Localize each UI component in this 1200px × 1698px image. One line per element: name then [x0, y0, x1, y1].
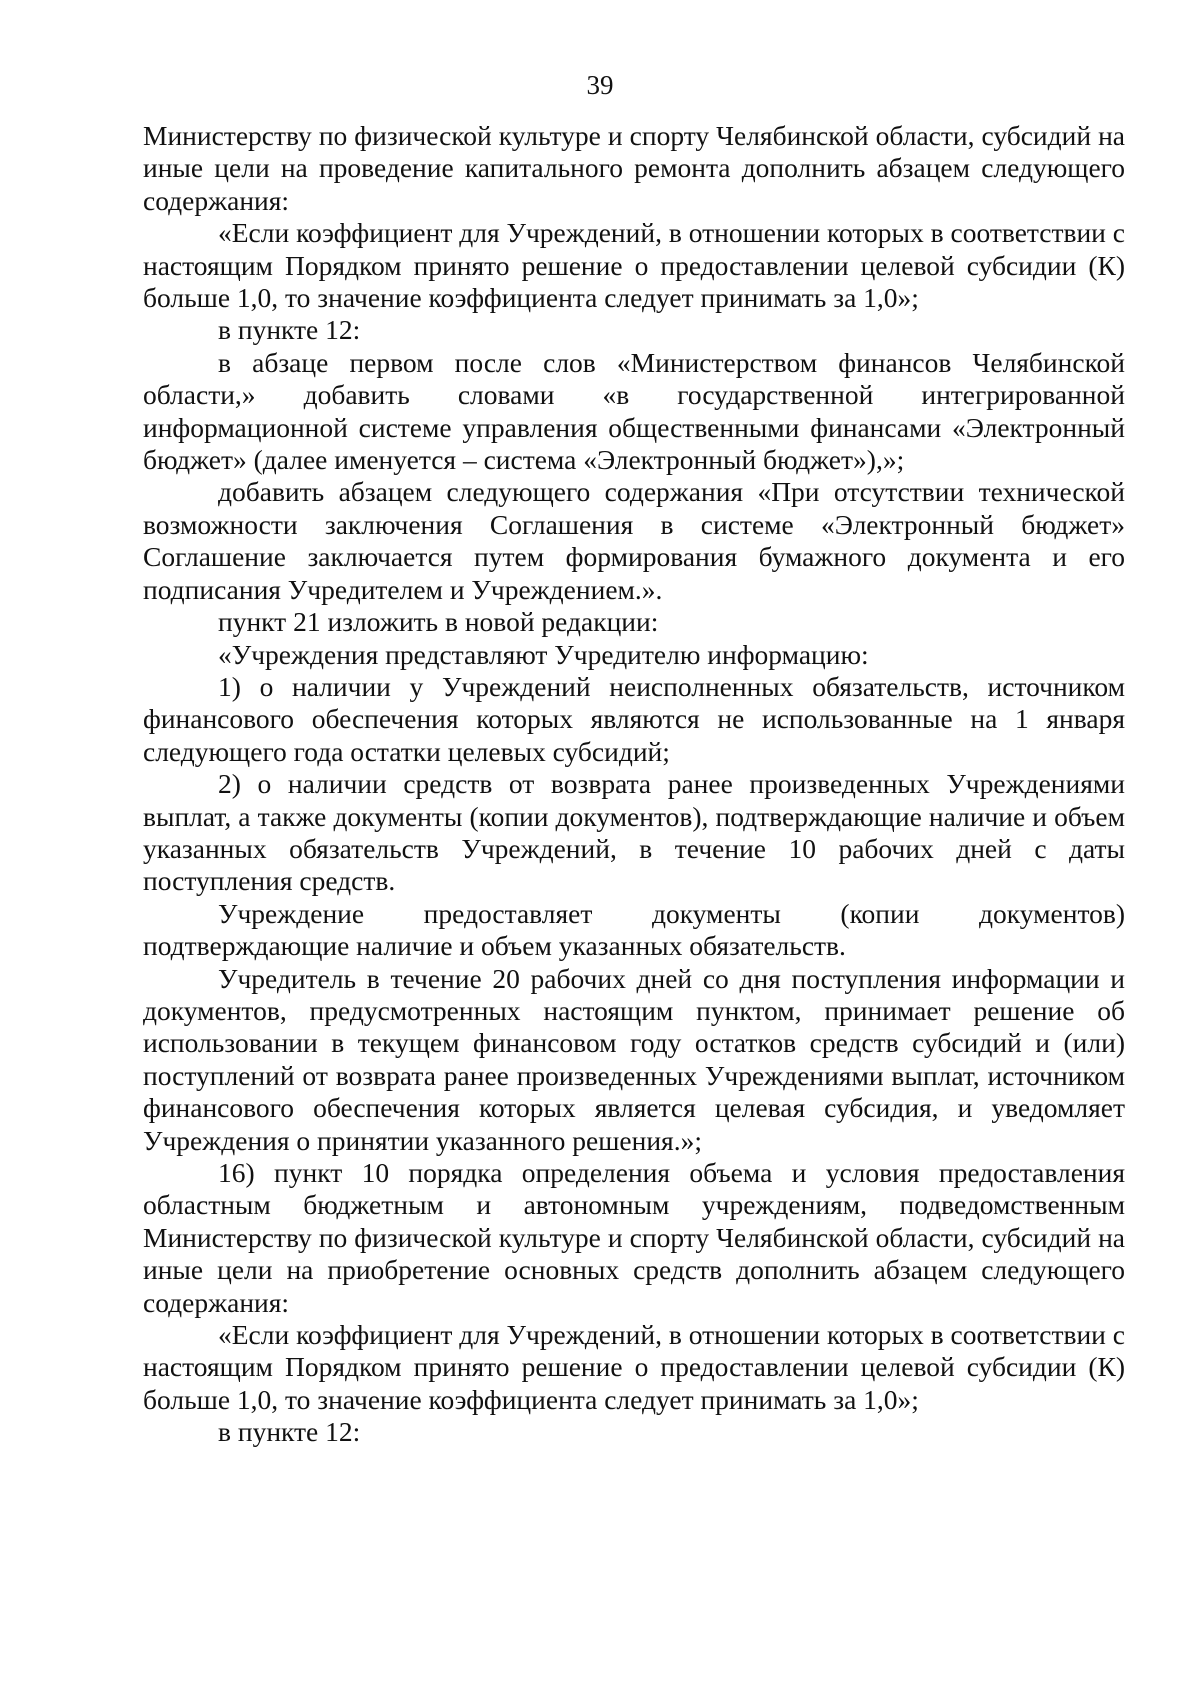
paragraph: добавить абзацем следующего содержания «При отсутствии технической возможности заключения Соглашения в системе «Электронный бюджет» Соглашение заключается путем формирования бумажного документа и его подписания Учредителем и Учреждением.». [143, 476, 1125, 605]
paragraph: в пункте 12: [218, 314, 361, 346]
page-number: 39 [586, 70, 614, 100]
paragraph: «Если коэффициент для Учреждений, в отношении которых в соответствии с настоящим Порядком принято решение о предоставлении целевой субсидии (К) больше 1,0, то значение коэффициента следует принимать за 1,0»; [143, 217, 1125, 314]
paragraph: пункт 21 изложить в новой редакции: [218, 606, 659, 638]
paragraph: в пункте 12: [218, 1416, 361, 1448]
document-body [143, 120, 1125, 1449]
paragraph: «Если коэффициент для Учреждений, в отношении которых в соответствии с настоящим Порядком принято решение о предоставлении целевой субсидии (К) больше 1,0, то значение коэффициента следует принимать за 1,0»; [143, 1319, 1125, 1415]
paragraph: 2) о наличии средств от возврата ранее произведенных Учреждениями выплат, а также документы (копии документов), подтверждающие наличие и объем указанных обязательств Учреждений, в течение 10 рабочих дней с даты поступления средств. [143, 768, 1125, 897]
paragraph: Учредитель в течение 20 рабочих дней со дня поступления информации и документов, предусмотренных настоящим пунктом, принимает решение об использовании в текущем финансовом году остатков средств субсидий и (или) поступлений от возврата ранее произведенных Учреждениями выплат, источником финансового обеспечения которых является целевая субсидия, и уведомляет Учреждения о принятии указанного решения.»; [143, 962, 1125, 1156]
paragraph: в абзаце первом после слов «Министерством финансов Челябинской области,» добавить словами «в государственной интегрированной информационной системе управления общественными финансами «Электронный бюджет» (далее именуется – система «Электронный бюджет»),»; [143, 346, 1125, 476]
paragraph: 16) пункт 10 порядка определения объема и условия предоставления областным бюджетным и автономным учреждениям, подведомственным Министерству по физической культуре и спорту Челябинской области, субсидий на иные цели на приобретение основных средств дополнить абзацем следующего содержания: [143, 1157, 1125, 1318]
paragraph: Министерству по физической культуре и спорту Челябинской области, субсидий на иные цели на проведение капитального ремонта дополнить абзацем следующего содержания: [143, 120, 1125, 216]
paragraph: «Учреждения представляют Учредителю информацию: [218, 638, 869, 670]
paragraph: Учреждение предоставляет документы (копии документов) подтверждающие наличие и объем указанных обязательств. [143, 897, 1125, 962]
paragraph: 1) о наличии у Учреждений неисполненных обязательств, источником финансового обеспечения которых являются не использованные на 1 января следующего года остатки целевых субсидий; [143, 670, 1125, 767]
